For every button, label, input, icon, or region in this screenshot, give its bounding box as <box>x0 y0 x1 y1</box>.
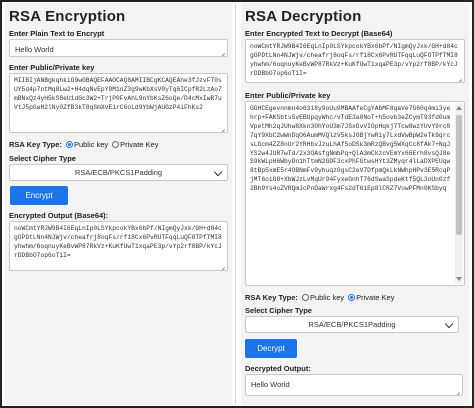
encryption-key-value: MIIBIjANBgkqhkiG9w0BAQEFAAOCAQ8AMIIBCgKCAQEAhe3fJzvFT0sUY5d4p7ntMq8Lw2+H4dqNvEpY0M1nZ3g9wKbXsV0yTq6ICpfR2LzAo7mBNxQz4yH5kS8eU1dGc3W2+TrjP0FvAhL9nYbKsZ6oQe/D4cMxIwR7uVtJ5pGaH2lNy0ZfB3kT8qSmXvE1rC6oLd9YbWjAUGzP4iFhKs2 <box>14 77 222 111</box>
decrypt-button[interactable]: Decrypt <box>245 339 297 358</box>
cipher-text-value: noWCmtYRJW9B4I6EqLnIp0LSYkpcokYBx6bPf/NIgmQyJxk/GH+d84cgOPDtLNn4NJWjv/cheafrj8oqFs/rf18Cx6PvRUTFqqLuQFOTPfTMI8yhwhm/6oqnuyKeBvWP87RkVz+KuKfUwT1xqaPE3p/vYp2rf8BP/kYcJrDDBbO7op6oT1I= <box>250 43 458 77</box>
scroll-down-icon[interactable] <box>456 277 462 281</box>
encryption-cipher-label: Select Cipher Type <box>9 154 76 163</box>
cipher-text-label: Enter Encrypted Text to Decrypt (Base64) <box>245 29 393 38</box>
decryption-cipher-select[interactable] <box>245 316 459 333</box>
decryption-panel <box>241 3 469 405</box>
decryption-public-key-radio[interactable] <box>302 294 309 301</box>
chevron-down-icon <box>445 319 453 327</box>
decryption-title: RSA Decryption <box>245 8 362 25</box>
decryption-key-input[interactable] <box>245 101 465 286</box>
encryption-key-input[interactable] <box>9 73 228 133</box>
encryption-private-key-radio[interactable] <box>112 141 119 148</box>
encryption-panel <box>5 3 232 405</box>
plain-text-value: Hello World <box>15 45 54 54</box>
resize-grip-icon[interactable] <box>219 48 225 54</box>
encryption-key-label: Enter Public/Private key <box>9 63 95 72</box>
scroll-thumb[interactable] <box>456 115 462 235</box>
scroll-up-icon[interactable] <box>456 106 462 110</box>
decryption-key-type <box>245 293 396 302</box>
encryption-public-key-option[interactable]: Public key <box>73 140 109 149</box>
encryption-cipher-select[interactable] <box>9 164 228 181</box>
encryption-title: RSA Encryption <box>9 8 126 25</box>
resize-grip-icon[interactable] <box>219 124 225 130</box>
decryption-key-value: GGHCEgevnnmn4o63i8y9oUu9MBAAfeCgYAbMF8qaVe7G60q4mi3yehrp+FAKSbts5vEBUpqyWhc/vTdE3a0NoT+h5ovb3eZCymT93fd0umVpetMh2qJUhw8Xkn30hYoU3m7JSxGvVIOpHqkj7Tcw8wzYUvY9rc87qY9XbC2wWnDqO6AumMVQlzV5ksJOBjYwRiy7LxdVwBpW2eTk9qrcsLGcm4ZZ8nUr2YRHbvJzuLhAf5oDSk3mRzQBvg5WXqCc8fAk7+NqJYS2w4JUR7wTd/2x3OAsfgNmbPq+QlA3mCkzcVEmYx66Erh8vsQJ8eS9kWLpH6WbyDn1hTtmN2GDF3cxPhFGtwsHYt3ZMyqr4lLaDXPEUqw8tBp5xmE5r4OBNmFv9yhuqz0gsC2eV7DfpmQkLkNWhpHPv3E5RcqPjMT6oiG8+XbWJzLvMqUr94FyxeGnhT76dSwaSpdeKtf5QL3oUn0zf2Bh9Ys4oZVRQmJcPnDaWrxg4Fs2dT61Ep8lCRZ7VowPFMn0KSbyq <box>250 105 451 193</box>
resize-grip-icon[interactable] <box>454 387 460 393</box>
encryption-key-type-label: RSA Key Type: <box>9 140 62 149</box>
decrypted-output-field[interactable] <box>245 374 463 396</box>
key-scrollbar[interactable] <box>455 103 463 284</box>
encryption-key-type <box>9 140 160 149</box>
decryption-private-key-radio[interactable] <box>348 294 355 301</box>
resize-grip-icon[interactable] <box>219 262 225 268</box>
encrypted-output-field[interactable] <box>9 221 228 271</box>
chevron-down-icon <box>214 167 222 175</box>
encryption-private-key-option[interactable]: Private Key <box>120 140 159 149</box>
encryption-public-key-radio[interactable] <box>66 141 73 148</box>
decryption-public-key-option[interactable]: Public key <box>309 293 345 302</box>
decryption-key-type-label: RSA Key Type: <box>245 293 298 302</box>
encryption-cipher-value: RSA/ECB/PKCS1Padding <box>74 168 163 177</box>
plain-text-label: Enter Plain Text to Encrypt <box>9 29 105 38</box>
encrypted-output-label: Encrypted Output (Base64): <box>9 211 109 220</box>
decryption-cipher-label: Select Cipher Type <box>245 306 312 315</box>
panel-divider <box>235 3 236 405</box>
encrypt-button[interactable]: Encrypt <box>10 186 68 205</box>
resize-grip-icon[interactable] <box>456 74 462 80</box>
decrypted-output-label: Decrypted Output: <box>245 364 311 373</box>
decryption-private-key-option[interactable]: Private Key <box>356 293 395 302</box>
decrypted-output-value: Hello World <box>251 380 290 389</box>
decryption-cipher-value: RSA/ECB/PKCS1Padding <box>308 320 396 329</box>
plain-text-input[interactable] <box>9 39 228 57</box>
encrypted-output-value: noWCmtYRJW9B4I6EqLnIp0LSYkpcokYBx6bPf/NIgmQyJxk/GH+d84cgOPDtLNn4NJWjv/cheafrj8oqFs/rf18Cx6PvRUTFqqLuQFOTPfTMI8yhwhm/6oqnuyKeBvWP87RkVz+KuKfUwT1xqaPE3p/vYp2rf8BP/kYcJrDDBbO7op6oT1I= <box>14 225 222 259</box>
decryption-key-label: Enter Public/Private key <box>245 91 331 100</box>
cipher-text-input[interactable] <box>245 39 465 83</box>
